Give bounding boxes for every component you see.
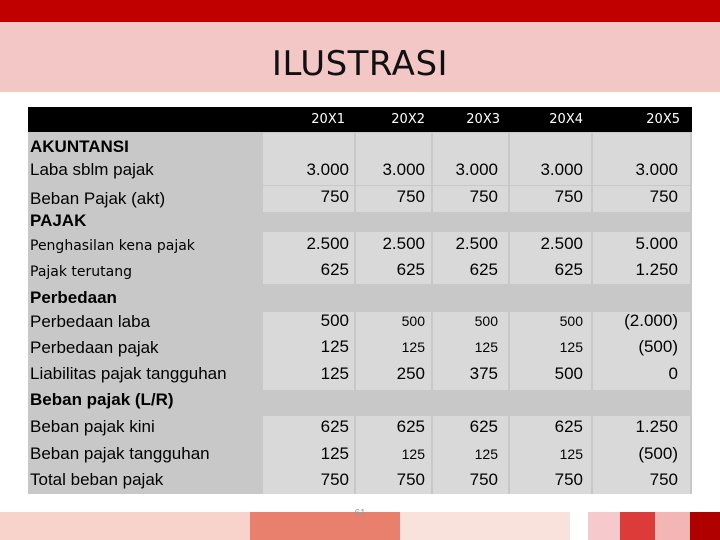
table-cell: 1.250 [635, 417, 678, 436]
table-cell: 625 [396, 417, 425, 436]
table-cell: 5.000 [635, 234, 678, 253]
slide-title: ILUSTRASI [271, 44, 449, 84]
row-label: Perbedaan laba [30, 312, 151, 331]
table-cell: 500 [320, 311, 349, 330]
column-header: 20X4 [549, 112, 583, 127]
table-cell: 750 [469, 187, 498, 206]
row-label: Beban Pajak (akt) [30, 189, 166, 208]
table-cell: 625 [320, 260, 349, 279]
table-cell: 125 [559, 446, 583, 462]
table-cell: 125 [474, 339, 498, 355]
row-label: Beban pajak (L/R) [30, 390, 174, 409]
table-cell: 0 [668, 364, 678, 383]
table-cell: 2.500 [306, 234, 349, 253]
table-cell: 500 [559, 313, 583, 329]
table-cell: 500 [401, 313, 425, 329]
table-cell: 2.500 [540, 234, 583, 253]
table-cell: 375 [469, 364, 498, 383]
row-label: Perbedaan [30, 288, 117, 307]
row-label: Beban pajak tangguhan [30, 444, 210, 463]
table-cell: (2.000) [624, 311, 678, 330]
table-cell: 750 [320, 470, 349, 489]
table-cell: 750 [469, 470, 498, 489]
column-header: 20X3 [466, 112, 500, 127]
table-cell: 125 [320, 364, 349, 383]
table-cell: 625 [554, 417, 583, 436]
column-header: 20X5 [646, 112, 680, 127]
row-label: Pajak terutang [30, 264, 132, 280]
table-cell: 2.500 [382, 234, 425, 253]
table-cell: 750 [649, 470, 678, 489]
table-cell: 500 [554, 364, 583, 383]
table-cell: 750 [396, 187, 425, 206]
table-cell: 125 [320, 444, 349, 463]
table-cell: 625 [320, 417, 349, 436]
table-cell: 125 [474, 446, 498, 462]
table-cell: 750 [554, 470, 583, 489]
table-cell: 3.000 [306, 160, 349, 179]
table-cell: 3.000 [382, 160, 425, 179]
row-label: PAJAK [30, 211, 87, 230]
table-cell: 625 [554, 260, 583, 279]
table-cell: 3.000 [635, 160, 678, 179]
table-cell: (500) [638, 337, 678, 356]
row-label: Laba sblm pajak [30, 160, 154, 179]
table-cell: 625 [469, 260, 498, 279]
column-header: 20X2 [391, 112, 425, 127]
page-number: 61 [354, 508, 366, 519]
column-header: 20X1 [311, 112, 345, 127]
table-cell: (500) [638, 444, 678, 463]
row-label: Total beban pajak [30, 470, 164, 489]
table-cell: 750 [320, 187, 349, 206]
table-cell: 625 [469, 417, 498, 436]
table-cell: 250 [396, 364, 425, 383]
row-label: Perbedaan pajak [30, 338, 159, 357]
table-cell: 750 [396, 470, 425, 489]
table-cell: 125 [320, 337, 349, 356]
row-label: AKUNTANSI [30, 137, 129, 156]
table-cell: 125 [401, 446, 425, 462]
top-accent-bar [0, 0, 720, 22]
row-label: Beban pajak kini [30, 417, 155, 436]
table-cell: 1.250 [635, 260, 678, 279]
table-cell: 625 [396, 260, 425, 279]
table-cell: 3.000 [455, 160, 498, 179]
row-label: Penghasilan kena pajak [30, 238, 195, 254]
table-cell: 2.500 [455, 234, 498, 253]
table-cell: 750 [649, 187, 678, 206]
table-cell: 750 [554, 187, 583, 206]
table-cell: 3.000 [540, 160, 583, 179]
table-cell: 500 [474, 313, 498, 329]
table-cell: 125 [401, 339, 425, 355]
row-label: Liabilitas pajak tangguhan [30, 364, 227, 383]
table-cell: 125 [559, 339, 583, 355]
